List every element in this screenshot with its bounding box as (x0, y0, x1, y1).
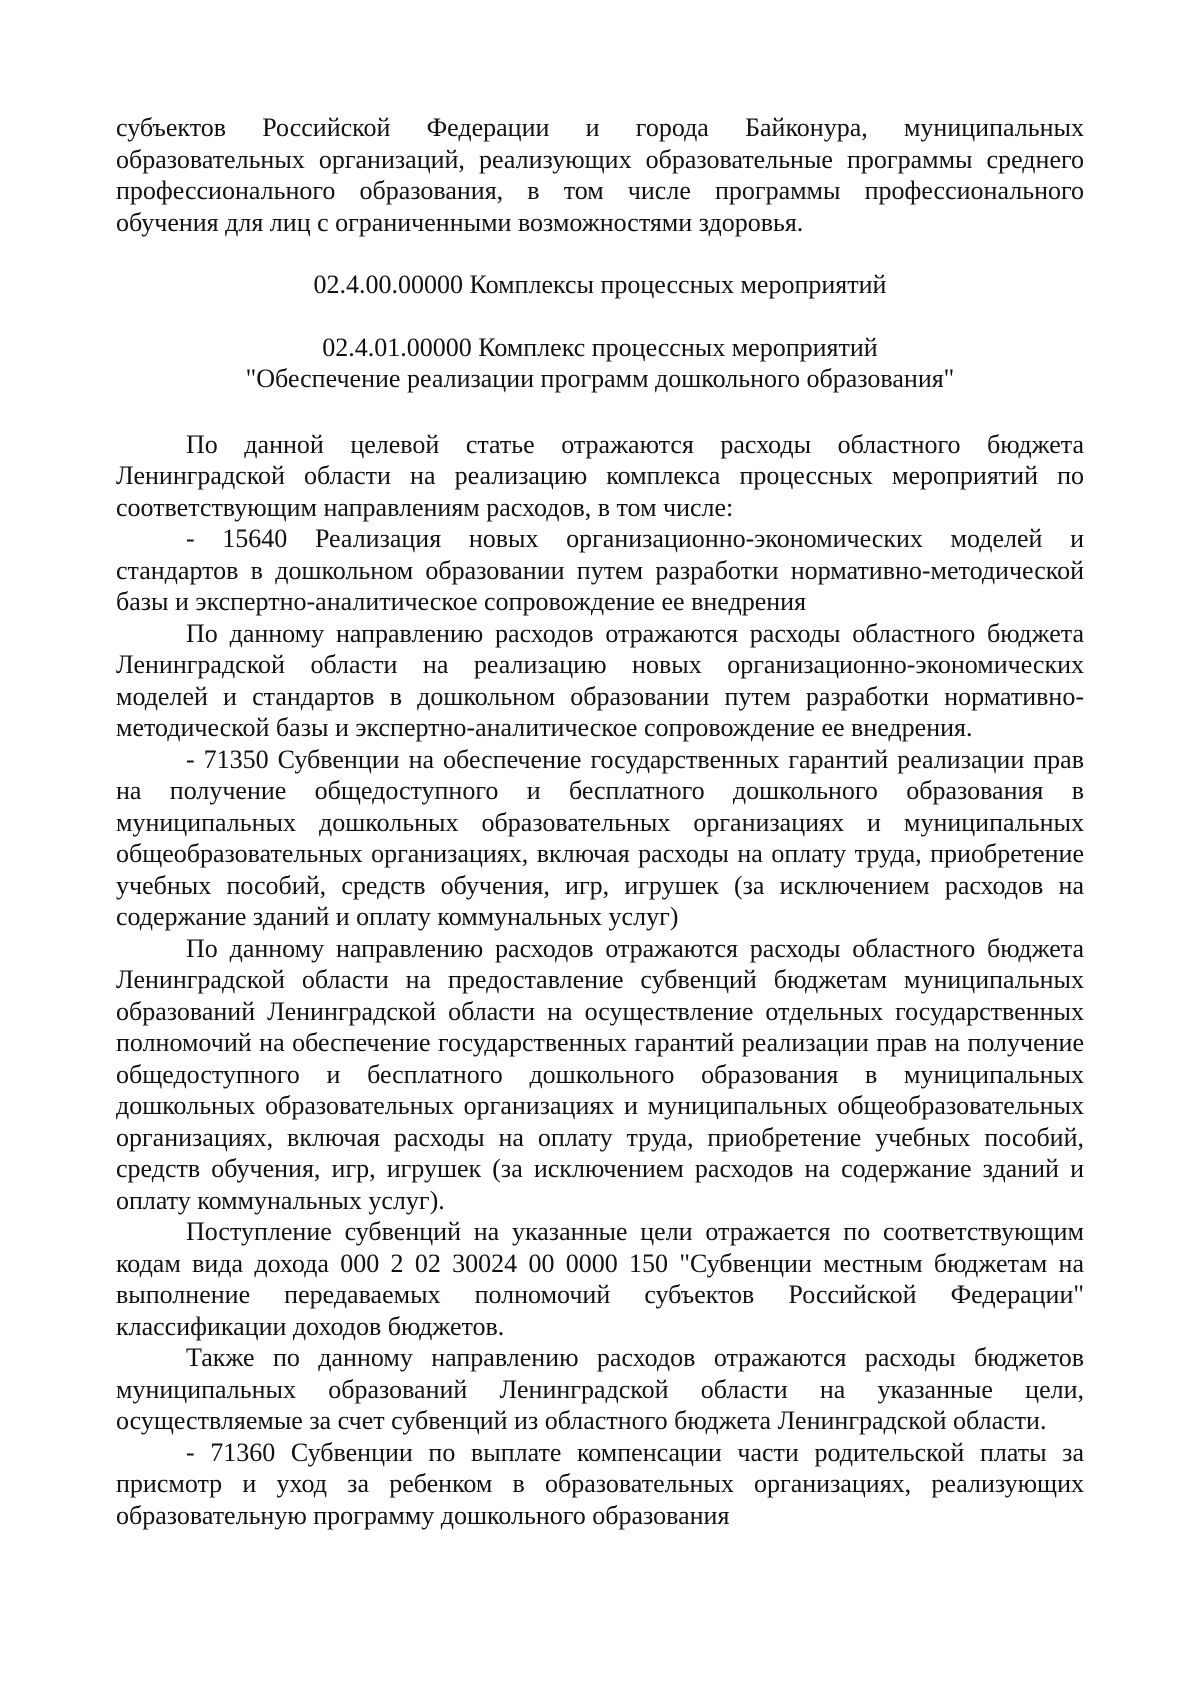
paragraph-direction-15640: - 15640 Реализация новых организационно-экономических моделей и стандартов в дошкольном образовании путем разработки нормативно-методической базы и экспертно-аналитическое сопровождение ее внедрения (116, 524, 1084, 616)
paragraph-71350-description: По данному направлению расходов отражаются расходы областного бюджета Ленинградской области на предоставление субвенций бюджетам муниципальных образований Ленинградской области на осуществление отдельных государственных полномочий на обеспечение государственных гарантий реализации прав на получение общедоступного и бесплатного дошкольного образования в муниципальных дошкольных образовательных организациях и муниципальных общеобразовательных организациях, включая расходы на оплату труда, приобретение учебных пособий, средств обучения, игр, игрушек (за исключением расходов на содержание зданий и оплату коммунальных услуг). (116, 933, 1084, 1215)
paragraph-direction-71360: - 71360 Субвенции по выплате компенсации части родительской платы за присмотр и уход за ребенком в образовательных организациях, реализующих образовательную программу дошкольного образования (116, 1437, 1084, 1530)
paragraph-subvention-income: Поступление субвенций на указанные цели отражается по соответствующим кодам вида дохода 000 2 02 30024 00 0000 150 "Субвенции местным бюджетам на выполнение передаваемых полномочий субъектов Российской Федерации" классификации доходов бюджетов. (116, 1217, 1084, 1341)
document-page (116, 112, 1084, 1531)
paragraph-direction-71350: - 71350 Субвенции на обеспечение государственных гарантий реализации прав на получение общедоступного и бесплатного дошкольного образования в муниципальных дошкольных образовательных организациях и муниципальных общеобразовательных организациях, включая расходы на оплату труда, приобретение учебных пособий, средств обучения, игр, игрушек (за исключением расходов на содержание зданий и оплату коммунальных услуг) (116, 744, 1084, 931)
body-text (116, 429, 1084, 1532)
subsection-heading-code: 02.4.01.00000 Комплекс процессных мероприятий (322, 332, 878, 362)
paragraph-15640-description: По данному направлению расходов отражаются расходы областного бюджета Ленинградской области на реализацию новых организационно-экономических моделей и стандартов в дошкольном образовании путем разработки нормативно-методической базы и экспертно-аналитическое сопровождение ее внедрения. (116, 618, 1084, 742)
subsection-heading (116, 332, 1084, 395)
paragraph-target-article: По данной целевой статье отражаются расходы областного бюджета Ленинградской области на реализацию комплекса процессных мероприятий по соответствующим направлениям расходов, в том числе: (116, 429, 1084, 522)
intro-paragraph: субъектов Российской Федерации и города Байконура, муниципальных образовательных организаций, реализующих образовательные программы среднего профессионального образования, в том числе программы профессионального обучения для лиц с ограниченными возможностями здоровья. (116, 113, 1084, 237)
section-heading: 02.4.00.00000 Комплексы процессных мероприятий (313, 270, 887, 299)
paragraph-municipal-expenses: Также по данному направлению расходов отражаются расходы бюджетов муниципальных образований Ленинградской области на указанные цели, осуществляемые за счет субвенций из областного бюджета Ленинградской области. (116, 1343, 1084, 1435)
subsection-heading-title: "Обеспечение реализации программ дошкольного образования" (245, 364, 955, 393)
